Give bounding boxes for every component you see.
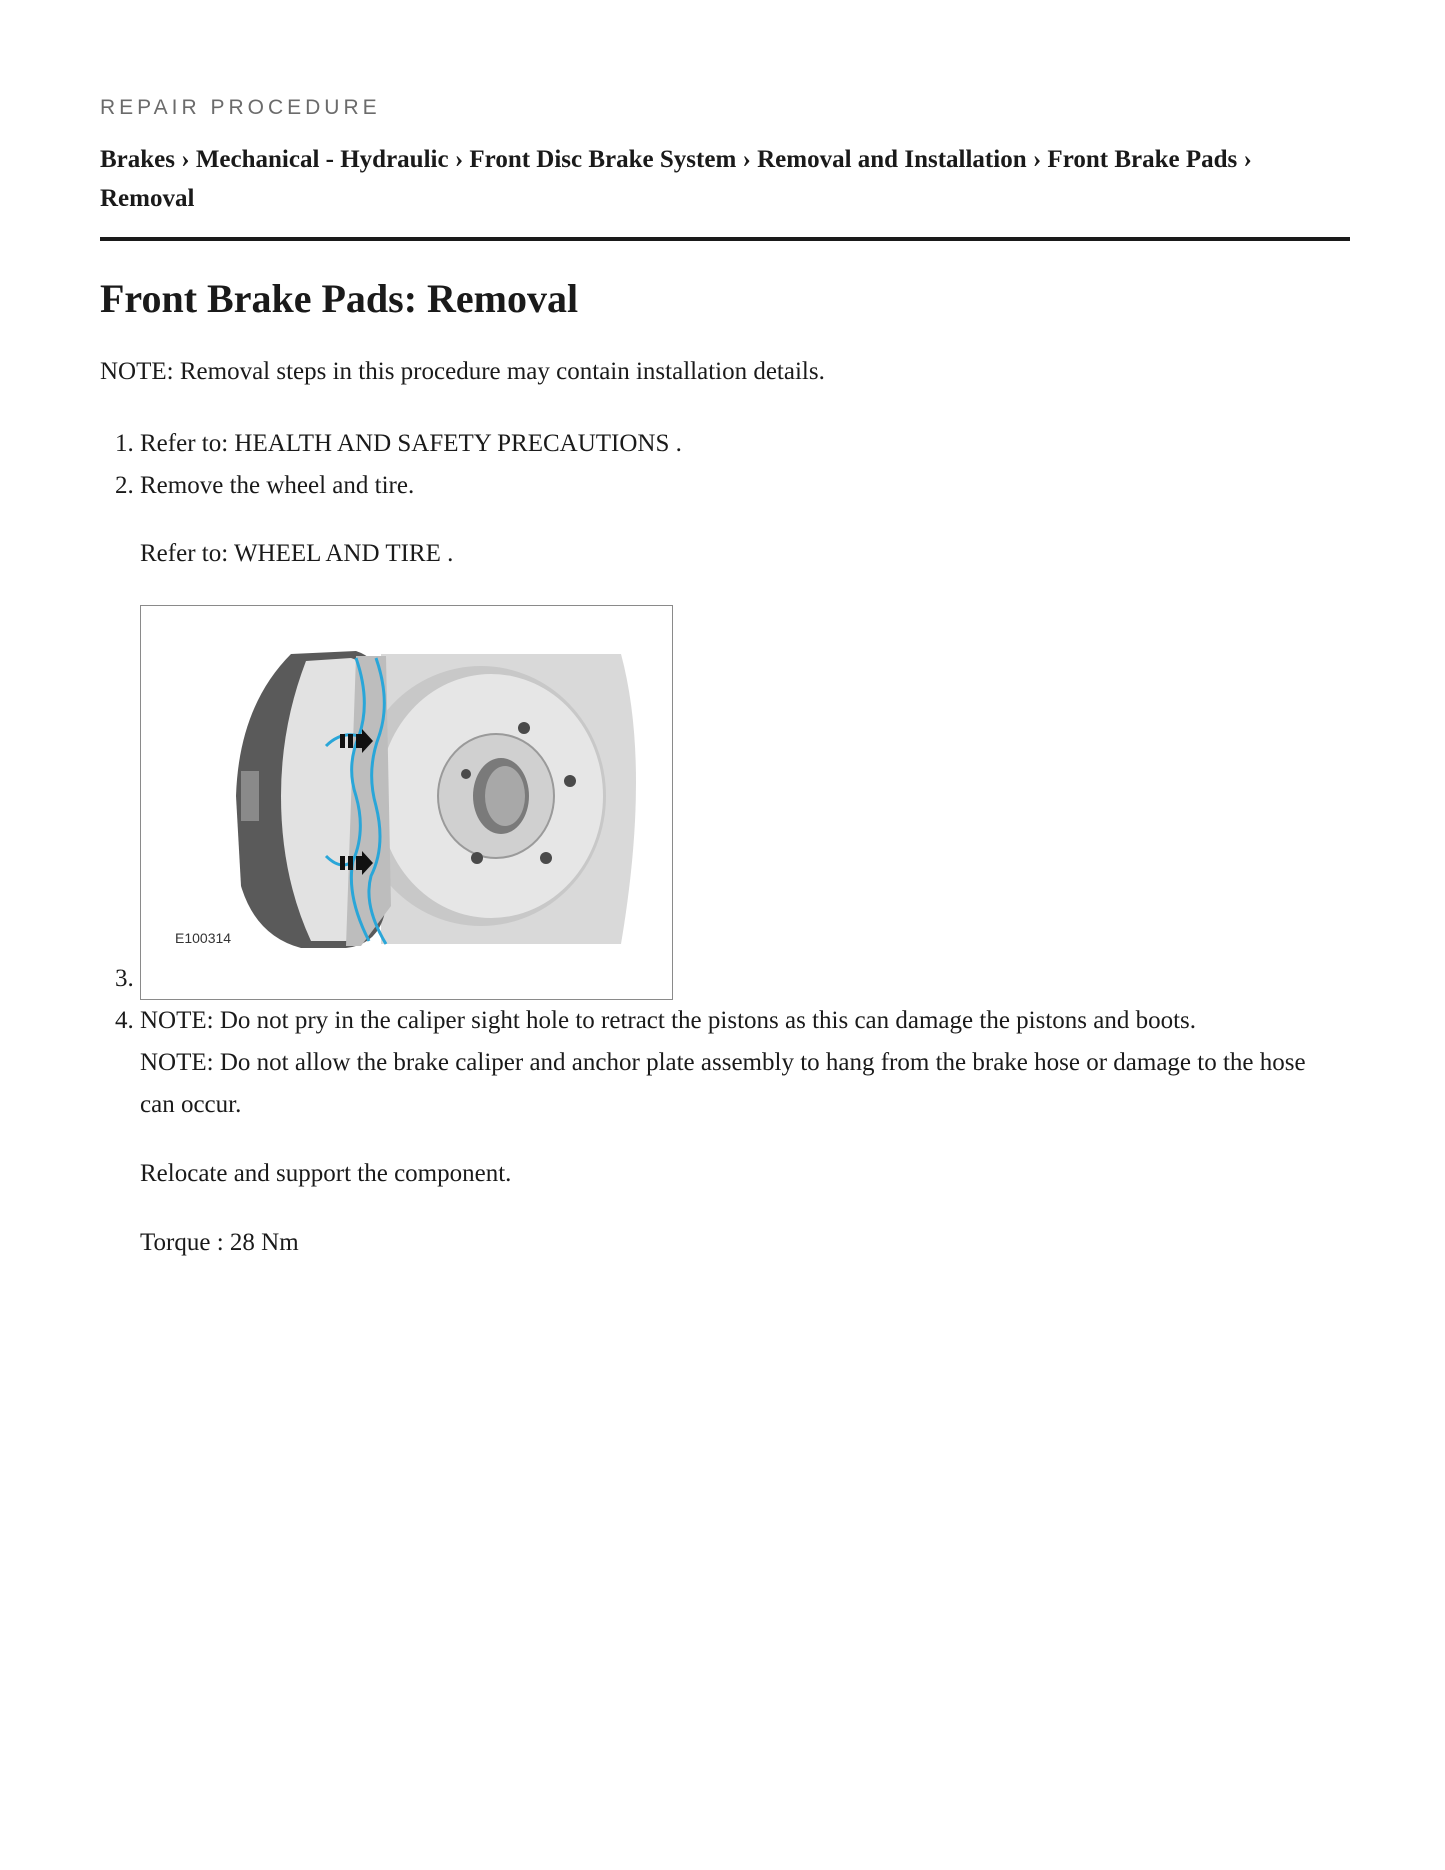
hub-bore-inner bbox=[485, 766, 525, 826]
step-2-reference: Refer to: WHEEL AND TIRE . bbox=[140, 540, 454, 567]
step-4-action: Relocate and support the component. bbox=[140, 1160, 512, 1187]
step-3 bbox=[140, 575, 1345, 1000]
lug-hole bbox=[540, 852, 552, 864]
breadcrumb-item[interactable]: Mechanical - Hydraulic bbox=[195, 146, 449, 173]
step-4-torque: Torque : 28 Nm bbox=[140, 1229, 299, 1256]
procedure-steps bbox=[100, 423, 1345, 1264]
breadcrumb-separator: › bbox=[1243, 146, 1252, 173]
breadcrumb-item[interactable]: Front Brake Pads bbox=[1047, 146, 1238, 173]
step-4-note-2: NOTE: Do not allow the brake caliper and anchor plate assembly to hang from the brake hose or damage to the hose can occur. bbox=[140, 1049, 1306, 1118]
step-1 bbox=[140, 423, 1345, 465]
lug-hole bbox=[518, 722, 530, 734]
step-1-text: Refer to: HEALTH AND SAFETY PRECAUTIONS . bbox=[140, 430, 682, 457]
lug-hole bbox=[461, 769, 471, 779]
breadcrumb-separator: › bbox=[742, 146, 751, 173]
step-2-text: Remove the wheel and tire. bbox=[140, 472, 415, 499]
breadcrumb bbox=[100, 140, 1350, 218]
breadcrumb-item[interactable]: Removal and Installation bbox=[757, 146, 1027, 173]
breadcrumb-item[interactable]: Brakes bbox=[100, 146, 175, 173]
breadcrumb-item-current: Removal bbox=[100, 185, 195, 212]
figure-code: 3. E100314 bbox=[175, 930, 232, 946]
caliper-mount bbox=[241, 771, 259, 821]
page-title: Front Brake Pads: Removal bbox=[100, 276, 579, 321]
step-4-note-1: 4. NOTE: Do not pry in the caliper sight hole to retract the pistons as this can damage the pistons and boots. bbox=[140, 1007, 1197, 1034]
header-divider bbox=[100, 237, 1350, 241]
step-2 bbox=[140, 465, 1345, 575]
lug-hole bbox=[471, 852, 483, 864]
intro-note: NOTE: Removal steps in this procedure may contain installation details. bbox=[100, 358, 825, 385]
breadcrumb-item[interactable]: Front Disc Brake System bbox=[469, 146, 737, 173]
breadcrumb-separator: › bbox=[1032, 146, 1042, 173]
lug-hole bbox=[564, 775, 576, 787]
breadcrumb-separator: › bbox=[181, 146, 190, 173]
breadcrumb-separator: › bbox=[454, 146, 464, 173]
section-kicker: REPAIR PROCEDURE bbox=[100, 96, 381, 119]
brake-caliper-figure bbox=[140, 605, 673, 1000]
step-4 bbox=[140, 1000, 1345, 1264]
